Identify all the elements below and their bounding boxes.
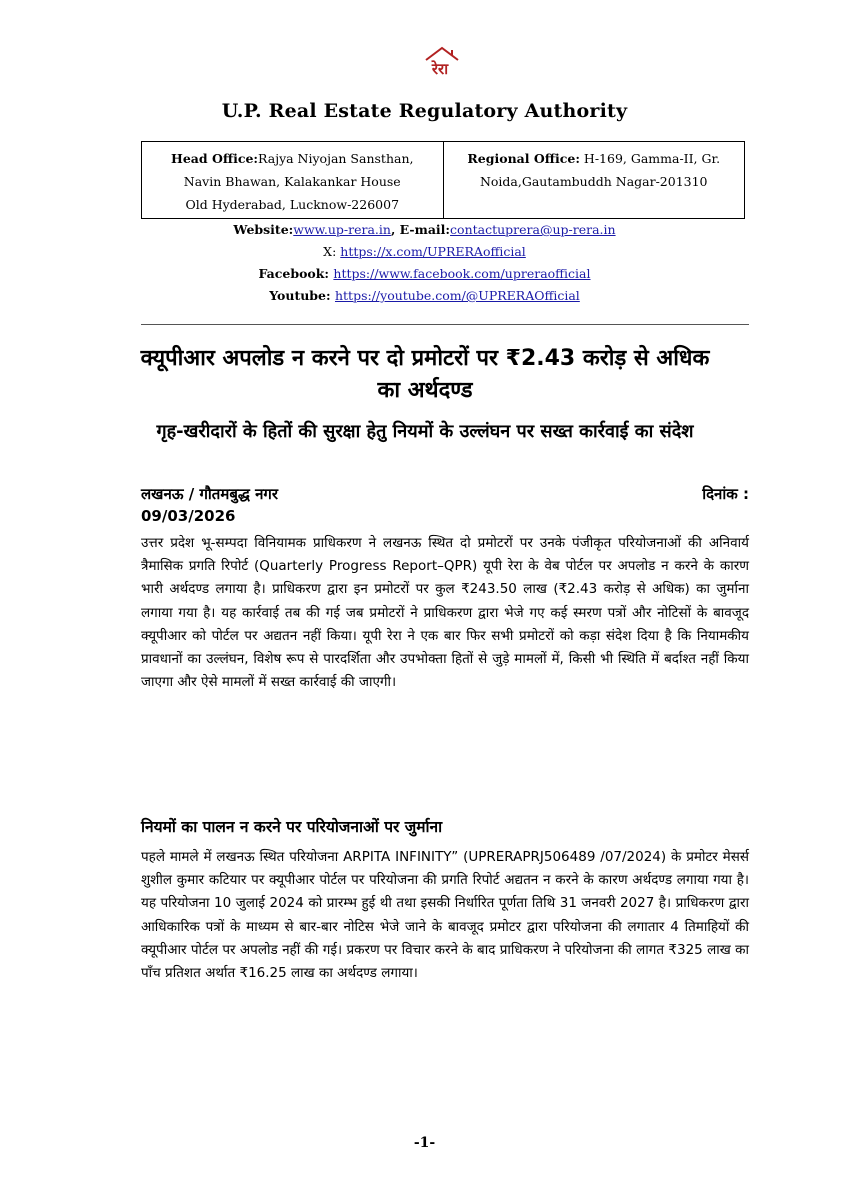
dateline-place: लखनऊ / गौतमबुद्ध नगर <box>141 485 278 503</box>
head-office-line2: Navin Bhawan, Kalakankar House <box>183 174 401 189</box>
regional-office-line1: H-169, Gamma-II, Gr. <box>579 151 721 166</box>
facebook-line <box>0 266 849 281</box>
header-divider <box>141 324 749 325</box>
case-one-paragraph: पहले मामले में लखनऊ स्थित परियोजना ARPITA INFINITY” (UPRERAPRJ506489 /07/2024) के प्रमोटर मेसर्स शुशील कुमार कटियार पर क्यूपीआर पोर्टल पर परियोजना की प्रगति रिपोर्ट अद्यतन न करने के कारण अर्थदण्ड लगाया गया है। यह परियोजना 10 जुलाई 2024 को प्रारम्भ हुई थी तथा इसकी निर्धारित पूर्णता तिथि 31 जनवरी 2027 है। प्राधिकरण द्वारा आधिकारिक पत्रों के माध्यम से बार-बार नोटिस भेजे जाने के बावजूद प्रमोटर द्वारा परियोजना की लगातार 4 तिमाहियों की क्यूपीआर पोर्टल पर अपलोड नहीं की गई। प्रकरण पर विचार करने के बाद प्राधिकरण ने परियोजना की लागत ₹325 लाख का पाँच प्रतिशत अर्थात ₹16.25 लाख का अर्थदण्ड लगाया। <box>141 849 749 982</box>
authority-title: U.P. Real Estate Regulatory Authority <box>221 100 628 122</box>
dateline-date-label: दिनांक : <box>702 485 749 503</box>
regional-office-label: Regional Office: <box>467 151 580 166</box>
email-link[interactable]: contactuprera@up-rera.in <box>450 222 616 237</box>
email-label: , E-mail: <box>390 222 451 237</box>
youtube-label: Youtube: <box>269 288 335 303</box>
press-release-subheadline: गृह-खरीदारों के हितों की सुरक्षा हेतु नियमों के उल्लंघन पर सख्त कार्रवाई का संदेश <box>156 421 694 442</box>
section-heading: नियमों का पालन न करने पर परियोजनाओं पर जुर्माना <box>141 818 443 836</box>
x-link[interactable]: https://x.com/UPRERAofficial <box>340 244 526 259</box>
head-office-line3: Old Hyderabad, Lucknow-226007 <box>185 197 400 212</box>
head-office-line1: Rajya Niyojan Sansthan, <box>258 151 414 166</box>
head-office-cell <box>142 142 443 218</box>
regional-office-line2: Noida,Gautambuddh Nagar-201310 <box>479 174 708 189</box>
svg-text:रेरा: रेरा <box>431 60 449 78</box>
x-label: X: <box>323 244 341 259</box>
facebook-link[interactable]: https://www.facebook.com/upreraofficial <box>333 266 591 281</box>
press-release-headline: क्यूपीआर अपलोड न करने पर दो प्रमोटरों पर ₹2.43 करोड़ से अधिक का अर्थदण्ड <box>140 346 710 403</box>
facebook-label: Facebook: <box>258 266 334 281</box>
dateline-date: 09/03/2026 <box>141 507 236 525</box>
regional-office-cell <box>443 142 745 218</box>
head-office-label: Head Office: <box>171 151 259 166</box>
website-label: Website: <box>233 222 294 237</box>
page-number: -1- <box>413 1135 436 1151</box>
rera-logo <box>412 46 468 80</box>
website-link[interactable]: www.up-rera.in <box>293 222 391 237</box>
youtube-line <box>0 288 849 303</box>
office-address-table <box>141 141 745 219</box>
website-email-line <box>0 222 849 237</box>
intro-paragraph: उत्तर प्रदेश भू-सम्पदा विनियामक प्राधिकरण ने लखनऊ स्थित दो प्रमोटरों पर उनके पंजीकृत परियोजनाओं की अनिवार्य त्रैमासिक प्रगति रिपोर्ट (Quarterly Progress Report–QPR) यूपी रेरा के वेब पोर्टल पर अपलोड न करने के कारण भारी अर्थदण्ड लगाया है। प्राधिकरण द्वारा इन प्रमोटरों पर कुल ₹243.50 लाख (₹2.43 करोड़ से अधिक) का जुर्माना लगाया गया है। यह कार्रवाई तब की गई जब प्रमोटरों ने प्राधिकरण द्वारा भेजे गए कई स्मरण पत्रों और नोटिसों के बावजूद क्यूपीआर को पोर्टल पर अद्यतन नहीं किया। यूपी रेरा ने एक बार फिर सभी प्रमोटरों को कड़ा संदेश दिया है कि नियामकीय प्रावधानों का उल्लंघन, विशेष रूप से पारदर्शिता और उपभोक्ता हितों से जुड़े मामलों में, किसी भी स्थिति में बर्दाश्त नहीं किया जाएगा और ऐसे मामलों में सख्त कार्रवाई की जाएगी। <box>141 535 749 691</box>
x-line <box>0 244 849 259</box>
youtube-link[interactable]: https://youtube.com/@UPRERAOfficial <box>334 288 580 303</box>
